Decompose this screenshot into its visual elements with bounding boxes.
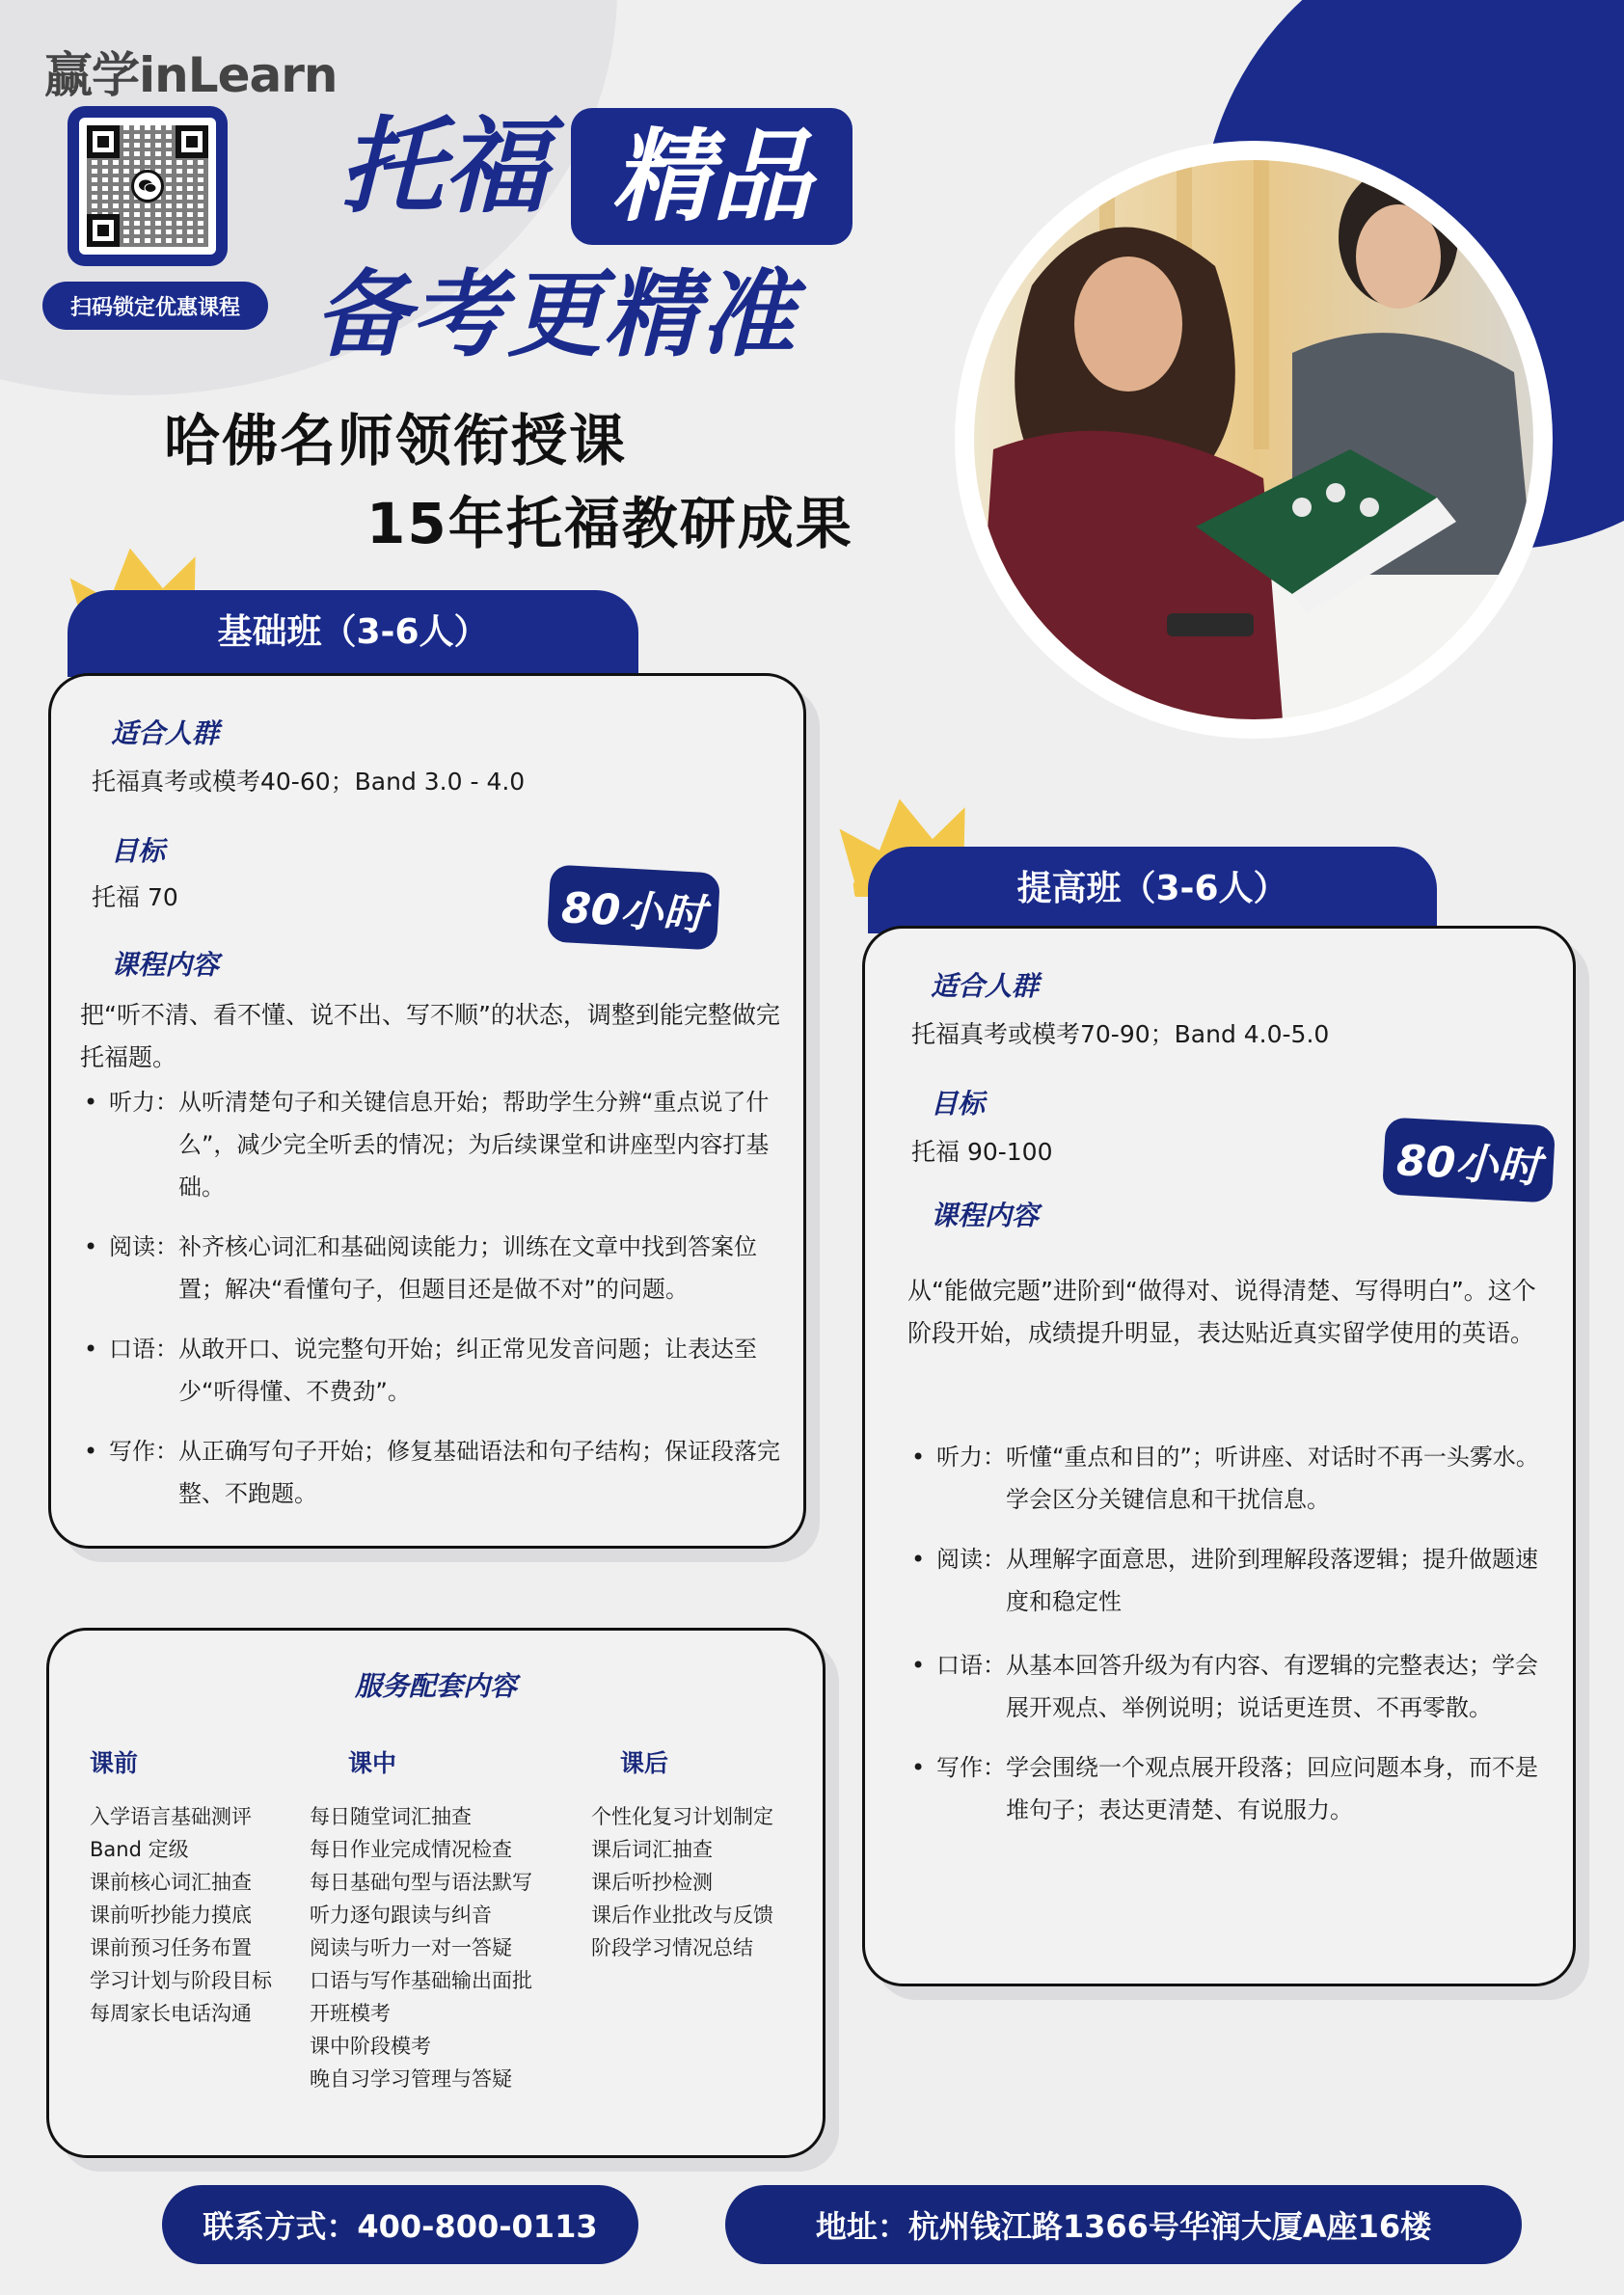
list-item: 课中阶段模考 xyxy=(310,2035,431,2058)
services-column-after xyxy=(591,1744,773,1964)
list-item: 听力逐句跟读与纠音 xyxy=(310,1904,492,1927)
course-points xyxy=(907,1436,1546,1849)
goal-text: 托福 90-100 xyxy=(911,1138,1053,1166)
content-label: 课程内容 xyxy=(911,1195,1096,1233)
basic-class-header: 基础班（3-6人） xyxy=(68,590,638,677)
list-item: 课后作业批改与反馈 xyxy=(591,1904,773,1927)
list-item: 阅读与听力一对一答疑 xyxy=(310,1936,512,1959)
advanced-class-card xyxy=(862,926,1576,1986)
audience-label: 适合人群 xyxy=(911,965,1096,1004)
goal-label: 目标 xyxy=(911,1083,1042,1121)
scan-qr-label: 扫码锁定优惠课程 xyxy=(42,282,268,330)
list-item: 每日基础句型与语法默写 xyxy=(310,1871,532,1894)
audience-text: 托福真考或模考70-90；Band 4.0-5.0 xyxy=(911,1020,1330,1048)
headline-title: 托福 xyxy=(339,107,549,228)
list-item: 阶段学习情况总结 xyxy=(591,1936,753,1959)
tagline-teachers: 哈佛名师领衔授课 xyxy=(164,408,628,473)
address: 地址：杭州钱江路1366号华润大厦A座16楼 xyxy=(725,2185,1522,2264)
list-item: Band 定级 xyxy=(90,1838,189,1861)
list-item: 入学语言基础测评 xyxy=(90,1805,252,1828)
list-item: 课后词汇抽查 xyxy=(591,1838,713,1861)
advanced-class-header: 提高班（3-6人） xyxy=(868,847,1437,933)
list-item: 课前听抄能力摸底 xyxy=(90,1904,252,1927)
goal-text: 托福 70 xyxy=(92,883,178,911)
list-item: 个性化复习计划制定 xyxy=(591,1805,773,1828)
services-title: 服务配套内容 xyxy=(316,1665,555,1704)
list-item: • 写作： 从正确写句子开始；修复基础语法和句子结构；保证段落完整、不跑题。 xyxy=(80,1430,780,1515)
hours-badge: 80小时 xyxy=(1382,1117,1556,1202)
list-item: • 口语： 从敢开口、说完整句开始；纠正常见发音问题；让表达至少“听得懂、不费劲”。 xyxy=(80,1328,780,1413)
basic-class-card xyxy=(48,673,806,1549)
services-column-during xyxy=(310,1744,532,2095)
services-column-before xyxy=(90,1744,272,2030)
list-item: 每周家长电话沟通 xyxy=(90,2002,252,2025)
hours-badge: 80小时 xyxy=(547,864,720,950)
list-item: • 口语： 从基本回答升级为有内容、有逻辑的完整表达；学会展开观点、举例说明；说话更连贯、不再零散。 xyxy=(907,1644,1546,1729)
course-points xyxy=(80,1081,780,1532)
list-item: 学习计划与阶段目标 xyxy=(90,1969,272,1992)
hero-photo xyxy=(955,141,1553,739)
list-item: 课前预习任务布置 xyxy=(90,1936,252,1959)
list-item: 晚自习学习管理与答疑 xyxy=(310,2067,512,2091)
list-item: 课后听抄检测 xyxy=(591,1871,713,1894)
list-item: 每日作业完成情况检查 xyxy=(310,1838,512,1861)
list-item: • 阅读： 补齐核心词汇和基础阅读能力；训练在文章中找到答案位置；解决“看懂句子，但题目还是做不对”的问题。 xyxy=(80,1226,780,1310)
headline-badge: 精品 xyxy=(571,108,853,245)
audience-label: 适合人群 xyxy=(92,713,277,751)
tagline-research: 15年托福教研成果 xyxy=(366,491,853,556)
contact-phone[interactable]: 联系方式：400-800-0113 xyxy=(162,2185,638,2264)
list-item: 开班模考 xyxy=(310,2002,391,2025)
qr-code-icon[interactable] xyxy=(68,106,228,266)
wechat-icon xyxy=(131,170,164,202)
list-item: • 听力： 从听清楚句子和关键信息开始；帮助学生分辨“重点说了什么”，减少完全听丢的情况；为后续课堂和讲座型内容打基础。 xyxy=(80,1081,780,1208)
goal-label: 目标 xyxy=(92,830,223,869)
column-title: 课后 xyxy=(620,1749,669,1777)
headline-subtitle: 备考更精准 xyxy=(314,260,798,370)
list-item: 口语与写作基础输出面批 xyxy=(310,1969,532,1992)
list-item: • 阅读： 从理解字面意思，进阶到理解段落逻辑；提升做题速度和稳定性 xyxy=(907,1538,1546,1623)
audience-text: 托福真考或模考40-60；Band 3.0 - 4.0 xyxy=(92,768,526,796)
list-item: 课前核心词汇抽查 xyxy=(90,1871,252,1894)
services-card xyxy=(46,1628,826,2158)
course-intro: 把“听不清、看不懂、说不出、写不顺”的状态，调整到能完整做完托福题。 xyxy=(80,1001,780,1071)
brand-logo: 赢学inLearn xyxy=(44,47,338,103)
list-item: 每日随堂词汇抽查 xyxy=(310,1805,472,1828)
course-intro: 从“能做完题”进阶到“做得对、说得清楚、写得明白”。这个阶段开始，成绩提升明显，表达贴近真实留学使用的英语。 xyxy=(907,1277,1536,1347)
column-title: 课中 xyxy=(348,1749,397,1777)
list-item: • 听力： 听懂“重点和目的”；听讲座、对话时不再一头雾水。学会区分关键信息和干扰信息。 xyxy=(907,1436,1546,1521)
list-item: • 写作： 学会围绕一个观点展开段落；回应问题本身，而不是堆句子；表达更清楚、有说服力。 xyxy=(907,1746,1546,1831)
column-title: 课前 xyxy=(90,1749,139,1777)
content-label: 课程内容 xyxy=(92,944,277,983)
